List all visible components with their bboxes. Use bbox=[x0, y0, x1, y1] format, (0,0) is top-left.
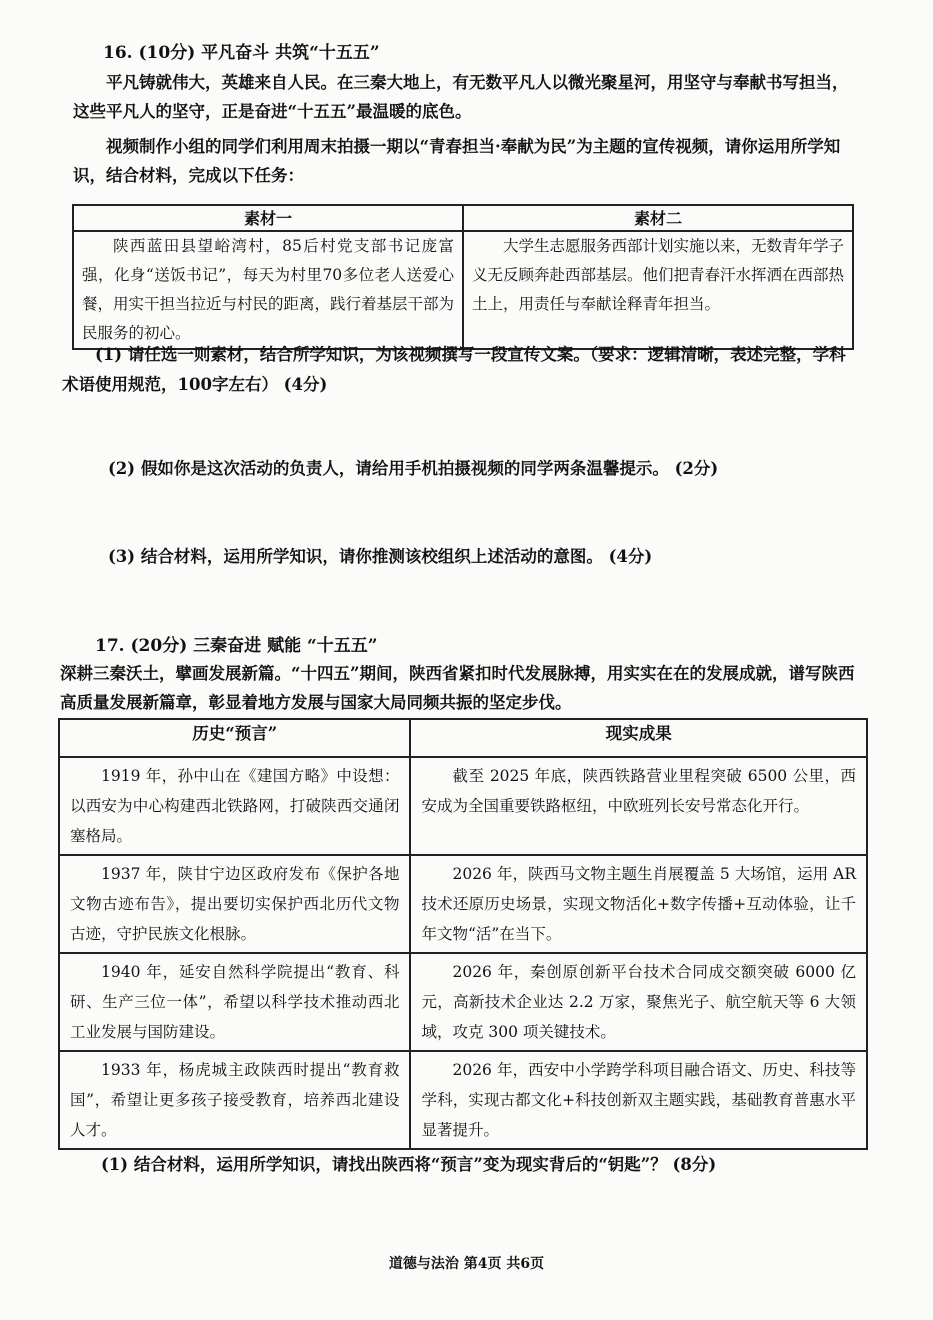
table-row bbox=[59, 1051, 867, 1149]
q16-sub-2: (2) 假如你是这次活动的负责人，请给用手机拍摄视频的同学两条温馨提示。 (2分) bbox=[108, 459, 719, 478]
history-cell: 1933 年，杨虎城主政陕西时提出“教育救国”，希望让更多孩子接受教育，培养西北建设人才。 bbox=[59, 1051, 410, 1149]
reality-cell: 2026 年，陕西马文物主题生肖展覆盖 5 大场馆，运用 AR 技术还原历史场景，实现文物活化+数字传播+互动体验，让千年文物“活”在当下。 bbox=[410, 855, 867, 953]
table-row bbox=[59, 855, 867, 953]
q16-intro-1: 平凡铸就伟大，英雄来自人民。在三秦大地上，有无数平凡人以微光聚星河，用坚守与奉献书写担当，这些平凡人的坚守，正是奋进“十五五”最温暖的底色。 bbox=[73, 73, 849, 121]
q16-title: 16. (10分) 平凡奋斗 共筑“十五五” bbox=[103, 43, 380, 63]
q16-intro-2: 视频制作小组的同学们利用周末拍摄一期以“青春担当·奉献为民”为主题的宣传视频，请你运用所学知识，结合材料，完成以下任务： bbox=[73, 137, 841, 185]
page-footer: 道德与法治 第4页 共6页 bbox=[388, 1256, 545, 1272]
q17-title: 17. (20分) 三秦奋进 赋能 “十五五” bbox=[95, 636, 378, 656]
materials-table bbox=[72, 204, 854, 350]
reality-cell: 2026 年，秦创原创新平台技术合同成交额突破 6000 亿元，高新技术企业达 2.2 万家，聚焦光子、航空航天等 6 大领域，攻克 300 项关键技术。 bbox=[410, 953, 867, 1051]
reality-cell: 2026 年，西安中小学跨学科项目融合语文、历史、科技等学科，实现古都文化+科技创新双主题实践，基础教育普惠水平显著提升。 bbox=[410, 1051, 867, 1149]
table-row bbox=[59, 757, 867, 855]
col-reality-header: 现实成果 bbox=[410, 719, 867, 757]
material-2-title: 素材二 bbox=[463, 205, 853, 231]
material-1-text: 陕西蓝田县望峪湾村，85后村党支部书记庞富强，化身“送饭书记”，每天为村里70多位老人送爱心餐，用实干担当拉近与村民的距离，践行着基层干部为民服务的初心。 bbox=[73, 231, 463, 349]
history-reality-table bbox=[58, 718, 868, 1150]
history-cell: 1940 年，延安自然科学院提出“教育、科研、生产三位一体”，希望以科学技术推动西北工业发展与国防建设。 bbox=[59, 953, 410, 1051]
reality-cell: 截至 2025 年底，陕西铁路营业里程突破 6500 公里，西安成为全国重要铁路枢纽，中欧班列长安号常态化开行。 bbox=[410, 757, 867, 855]
material-1-title: 素材一 bbox=[73, 205, 463, 231]
table-row bbox=[59, 953, 867, 1051]
q16-sub-1: (1) 请任选一则素材，结合所学知识，为该视频撰写一段宣传文案。（要求：逻辑清晰，表述完整，学科术语使用规范，100字左右） (4分) bbox=[62, 345, 846, 394]
material-2-text: 大学生志愿服务西部计划实施以来，无数青年学子义无反顾奔赴西部基层。他们把青春汗水挥洒在西部热土上，用责任与奉献诠释青年担当。 bbox=[463, 231, 853, 349]
q17-sub-1: (1) 结合材料，运用所学知识，请找出陕西将“预言”变为现实背后的“钥匙”？ (8分) bbox=[101, 1155, 717, 1174]
col-history-header: 历史“预言” bbox=[59, 719, 410, 757]
q16-sub-3: (3) 结合材料，运用所学知识，请你推测该校组织上述活动的意图。 (4分) bbox=[108, 547, 653, 566]
history-cell: 1937 年，陕甘宁边区政府发布《保护各地文物古迹布告》，提出要切实保护西北历代文物古迹，守护民族文化根脉。 bbox=[59, 855, 410, 953]
q17-intro: 深耕三秦沃土，擘画发展新篇。“十四五”期间，陕西省紧扣时代发展脉搏，用实实在在的发展成就，谱写陕西高质量发展新篇章，彰显着地方发展与国家大局同频共振的坚定步伐。 bbox=[60, 664, 855, 712]
history-cell: 1919 年，孙中山在《建国方略》中设想：以西安为中心构建西北铁路网，打破陕西交通闭塞格局。 bbox=[59, 757, 410, 855]
